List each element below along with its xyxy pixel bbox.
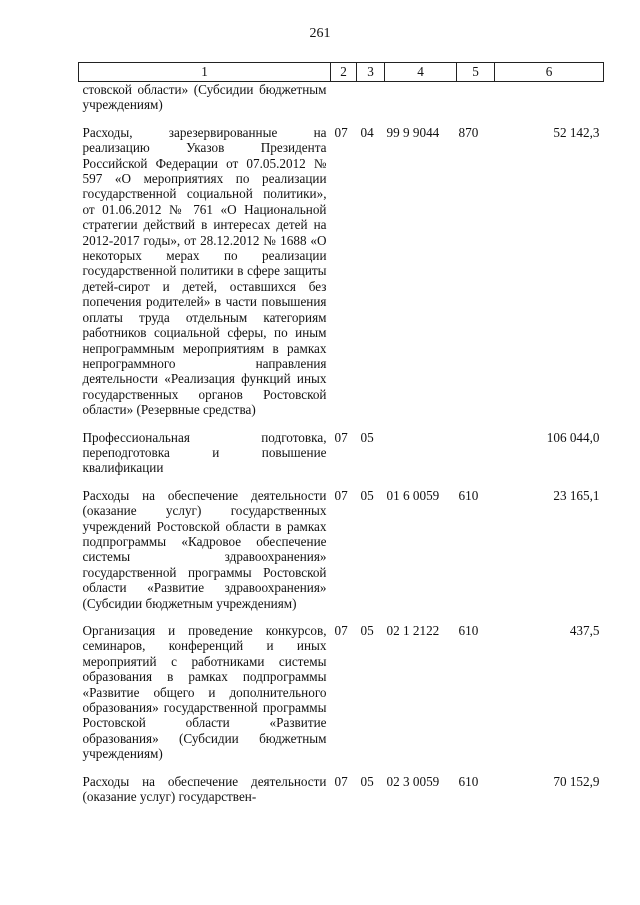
row-amount: 23 165,1 (553, 487, 600, 503)
row-target-code (385, 418, 457, 476)
header-col-1: 1 (79, 63, 331, 82)
header-col-5: 5 (457, 63, 495, 82)
header-col-2: 2 (331, 63, 357, 82)
table-row (79, 611, 604, 762)
row-expense-type: 610 (458, 623, 479, 638)
row-expense-type: 870 (458, 124, 479, 140)
row-amount: 52 142,3 (553, 124, 600, 140)
row-section: 07 (334, 487, 348, 503)
header-col-6: 6 (495, 63, 604, 82)
row-section: 07 (334, 623, 348, 638)
row-subsection: 05 (360, 773, 374, 789)
row-amount: 437,5 (569, 623, 600, 638)
table-header-row (79, 63, 604, 82)
row-description: Расходы, зарезервированные на реализацию Указов Президента Российской Федерации от 07.05.2012 № 597 «О мероприятиях по реализации государственной социальной политики», от 01.06.2012 № 761 «О Национальной стратегии действий в интересах детей на 2012-2017 годы», от 28.12.2012 № 1688 «О некоторых мерах по реализации государственной политики в сфере защиты детей-сирот и детей, оставшихся без попечения родителей» в части повышения оплаты труда отдельным категориям работников социальной сферы, по иным непрограммным мероприятиям в рамках непрограммного направления деятельности «Реализация функций иных государственных органов Ростовской области» (Резервные средства) (82, 124, 327, 418)
row-subsection: 05 (360, 623, 374, 638)
row-target-code: 02 3 0059 (386, 773, 440, 789)
budget-table (78, 62, 604, 804)
row-subsection: 04 (360, 124, 374, 140)
row-expense-type (457, 418, 495, 476)
row-expense-type: 610 (458, 773, 479, 789)
row-section: 07 (334, 773, 348, 789)
table-row (79, 82, 604, 113)
table-row (79, 476, 604, 611)
row-amount (495, 82, 604, 113)
row-section (331, 82, 357, 113)
row-description: Профессиональная подготовка, переподготовка и повышение квалификации (82, 429, 327, 476)
row-description: Организация и проведение конкурсов, семинаров, конференций и иных мероприятий с работниками системы образования в рамках подпрограммы «Развитие общего и дополнительного образования» государственной программы Ростовской области «Развитие образования» (Субсидии бюджетным учреждениям) (82, 623, 327, 762)
row-description: Расходы на обеспечение деятельности (оказание услуг) государственных учреждений Ростовской области в рамках подпрограммы «Кадровое обеспечение системы здравоохранения» государственной программы Ростовской области «Развитие здравоохранения» (Субсидии бюджетным учреждениям) (82, 487, 327, 611)
page-number: 261 (309, 26, 331, 41)
header-col-3: 3 (357, 63, 385, 82)
row-target-code: 02 1 2122 (386, 623, 440, 638)
row-description: стовской области» (Субсидии бюджетным учреждениям) (82, 82, 327, 113)
row-subsection: 05 (360, 429, 374, 445)
row-expense-type (457, 82, 495, 113)
row-subsection (357, 82, 385, 113)
row-description: Расходы на обеспечение деятельности (оказание услуг) государствен- (82, 773, 327, 805)
row-section: 07 (334, 124, 348, 140)
row-subsection: 05 (360, 487, 374, 503)
row-expense-type: 610 (458, 487, 479, 503)
table-row (79, 418, 604, 476)
row-target-code (385, 82, 457, 113)
row-target-code: 01 6 0059 (386, 487, 440, 503)
table-row (79, 762, 604, 805)
header-col-4: 4 (385, 63, 457, 82)
row-section: 07 (334, 429, 348, 445)
row-target-code: 99 9 9044 (386, 124, 440, 140)
table-row (79, 113, 604, 418)
row-amount: 70 152,9 (553, 773, 600, 789)
row-amount: 106 044,0 (546, 429, 600, 445)
